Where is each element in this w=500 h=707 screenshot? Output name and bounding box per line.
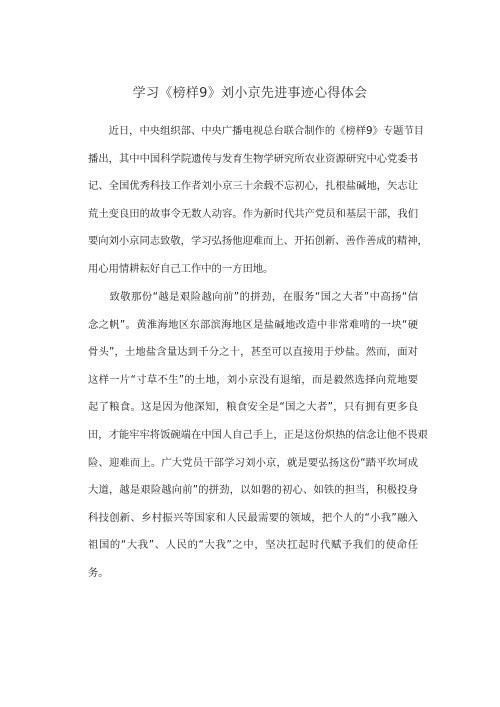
paragraph-line: 这样一片“寸草不生”的土地，刘小京没有退缩，而是毅然选择向荒地要: [88, 373, 418, 386]
paragraph-line: 荒土变良田的故事令无数人动容。作为新时代共产党员和基层干部，我们: [88, 207, 418, 220]
paragraph-line: 祖国的“大我”、人民的“大我”之中，坚决扛起时代赋予我们的使命任: [88, 539, 418, 552]
paragraph-line: 田，才能牢牢将饭碗端在中国人自己手上，正是这份炽热的信念让他不畏艰: [88, 428, 428, 441]
paragraph-line: 险、迎难而上。广大党员干部学习刘小京，就是要弘扬这份“踏平坎坷成: [88, 456, 418, 469]
paragraph-line: 播出，其中中国科学院遗传与发育生物学研究所农业资源研究中心党委书: [88, 152, 418, 165]
paragraph-line: 务。: [88, 566, 109, 579]
paragraph-1: [88, 124, 428, 290]
paragraph-line: 念之帆”。黄淮海地区东部滨海地区是盐碱地改造中非常难啃的一块“硬: [88, 318, 418, 331]
paragraph-line: 要向刘小京同志致敬，学习弘扬他迎难而上、开拓创新、善作善成的精神，: [88, 235, 428, 248]
paragraph-2: [88, 290, 428, 594]
paragraph-line: 致敬那份“越是艰险越向前”的拼劲，在服务“国之大者”中高扬“信: [88, 291, 418, 303]
paragraph-line: 大道，越是艰险越向前”的拼劲，以如磐的初心、如铁的担当，积极投身: [88, 484, 418, 497]
paragraph-line: 科技创新、乡村振兴等国家和人民最需要的领域，把个人的“小我”融入: [88, 511, 418, 524]
document-title: 学习《榜样9》刘小京先进事迹心得体会: [132, 86, 368, 101]
paragraph-line: 近日，中央组织部、中央广播电视总台联合制作的《榜样9》专题节目: [88, 125, 425, 137]
paragraph-line: 用心用情耕耘好自己工作中的一方田地。: [88, 262, 274, 275]
paragraph-line: 记、全国优秀科技工作者刘小京三十余载不忘初心，扎根盐碱地，矢志让: [88, 180, 418, 193]
paragraph-line: 起了粮食。这是因为他深知，粮食安全是“国之大者”，只有拥有更多良: [88, 401, 418, 414]
paragraph-line: 骨头”，土地盐含量达到千分之十，甚至可以直接用于炒盐。然而，面对: [88, 346, 418, 359]
